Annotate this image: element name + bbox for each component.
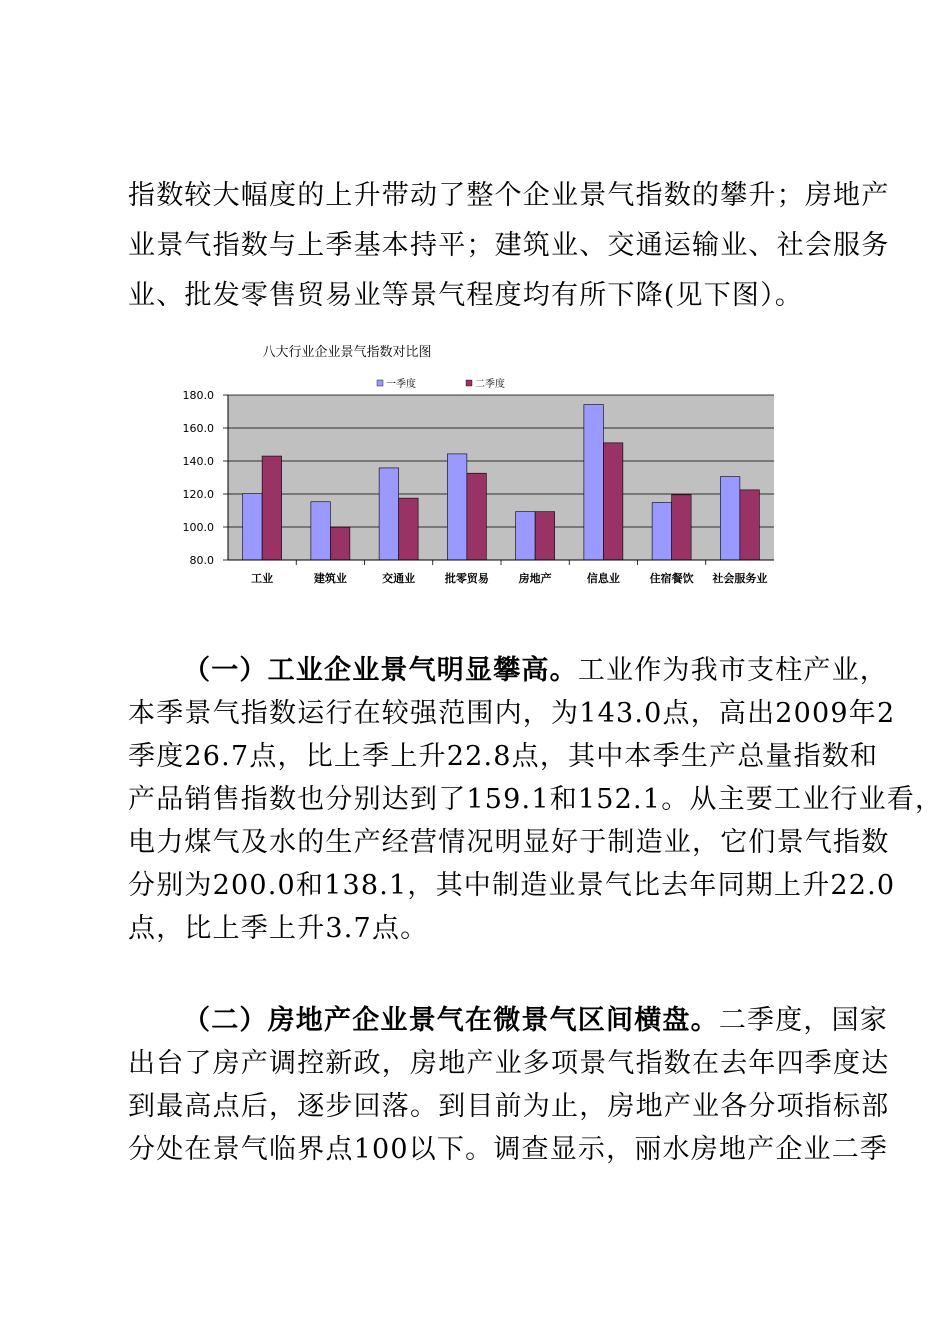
- section1-line: 电力煤气及水的生产经营情况明显好于制造业，它们景气指数: [128, 827, 890, 858]
- section2-first-line-text: 二季度，国家: [718, 1005, 889, 1036]
- section2-first-line: [128, 1001, 888, 1041]
- section1-first-line-text: 工业作为我市支柱产业，: [577, 655, 889, 686]
- y-axis: [183, 389, 229, 567]
- section1-line: 产品销售指数也分别达到了159.1和152.1。从主要工业行业看，: [128, 784, 944, 815]
- x-tick-label: 批零贸易: [444, 572, 489, 585]
- bar-q1: [243, 494, 263, 560]
- bar-q1: [584, 405, 604, 560]
- section2-line: 到最高点后，逐步回落。到目前为止，房地产业各分项指标部: [128, 1091, 890, 1122]
- industry-index-bar-chart: [170, 333, 785, 598]
- y-tick-label: 140.0: [182, 455, 214, 468]
- bar-q1: [720, 477, 740, 560]
- bar-q1: [447, 454, 467, 560]
- chart-title: 八大行业企业景气指数对比图: [262, 345, 432, 360]
- bar-q1: [379, 468, 399, 560]
- y-tick-label: 180.0: [182, 389, 214, 402]
- x-tick-label: 工业: [251, 572, 274, 585]
- bar-q2: [467, 473, 487, 560]
- section2-line: 出台了房产调控新政，房地产业多项景气指数在去年四季度达: [128, 1048, 890, 1079]
- bar-q1: [652, 503, 672, 560]
- intro-line: 业、批发零售贸易业等景气程度均有所下降(见下图）。: [128, 280, 804, 311]
- x-tick-label: 信息业: [586, 572, 620, 585]
- legend-label: 二季度: [475, 379, 505, 390]
- bar-q2: [330, 527, 350, 560]
- bar-q2: [603, 443, 623, 560]
- legend-label: 一季度: [386, 379, 416, 390]
- x-axis: [228, 560, 774, 585]
- section2-heading: （二）房地产企业景气在微景气区间横盘。: [183, 1005, 719, 1036]
- x-tick-label: 住宿餐饮: [649, 572, 694, 585]
- x-tick-label: 交通业: [382, 572, 416, 585]
- section1-line: 本季景气指数运行在较强范围内，为143.0点，高出2009年2: [128, 698, 896, 729]
- intro-line: 指数较大幅度的上升带动了整个企业景气指数的攀升；房地产: [128, 180, 890, 211]
- chart-legend: [377, 377, 505, 390]
- x-tick-label: 建筑业: [313, 572, 347, 585]
- y-tick-label: 120.0: [182, 488, 214, 501]
- plot-area: [228, 395, 774, 560]
- legend-swatch: [377, 380, 383, 386]
- legend-swatch: [466, 380, 472, 386]
- section1-heading: （一）工业企业景气明显攀高。: [183, 655, 578, 686]
- section1-first-line: [128, 651, 888, 691]
- bar-q2: [672, 495, 692, 560]
- y-tick-label: 160.0: [182, 422, 214, 435]
- intro-line: 业景气指数与上季基本持平；建筑业、交通运输业、社会服务: [128, 230, 890, 261]
- y-tick-label: 80.0: [189, 554, 214, 567]
- bar-q1: [311, 502, 331, 560]
- section1-line: 分别为200.0和138.1，其中制造业景气比去年同期上升22.0: [128, 870, 896, 901]
- y-tick-label: 100.0: [182, 521, 214, 534]
- bar-q2: [262, 456, 282, 560]
- section1-line: 季度26.7点，比上季上升22.8点，其中本季生产总量指数和: [128, 741, 879, 772]
- bar-q2: [399, 498, 419, 560]
- bar-q1: [516, 512, 536, 560]
- x-tick-label: 社会服务业: [712, 572, 768, 585]
- bar-q2: [740, 490, 760, 560]
- section2-line: 分处在景气临界点100以下。调查显示，丽水房地产企业二季: [128, 1134, 889, 1165]
- bar-q2: [535, 512, 555, 560]
- x-tick-label: 房地产: [518, 572, 552, 585]
- section1-line: 点，比上季上升3.7点。: [128, 913, 429, 944]
